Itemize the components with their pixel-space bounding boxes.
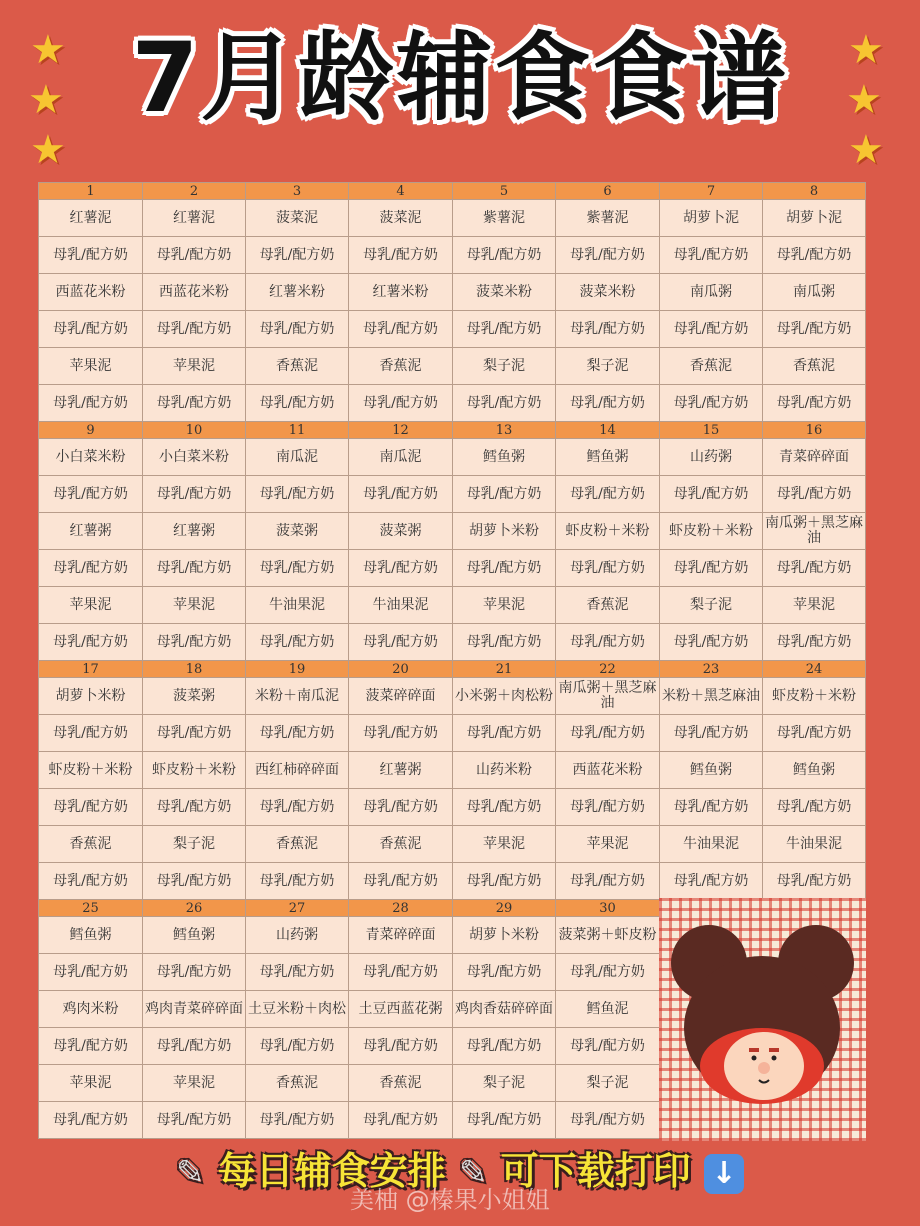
meal-cell: 小白菜米粉	[143, 439, 246, 476]
meal-cell: 牛油果泥	[763, 826, 866, 863]
day-header: 17	[39, 661, 143, 678]
meal-cell: 母乳/配方奶	[660, 789, 763, 826]
meal-cell: 母乳/配方奶	[143, 624, 246, 661]
meal-cell: 鳕鱼粥	[39, 917, 143, 954]
meal-cell: 母乳/配方奶	[349, 624, 453, 661]
star-icon: ★	[846, 77, 882, 123]
meal-cell: 牛油果泥	[246, 587, 349, 624]
meal-cell: 母乳/配方奶	[763, 237, 866, 274]
meal-cell: 小米粥＋肉松粉	[453, 678, 556, 715]
table-row	[39, 587, 866, 624]
day-header: 18	[143, 661, 246, 678]
footer-text-print: 可下载打印	[500, 1149, 691, 1193]
meal-cell: 红薯泥	[39, 200, 143, 237]
day-header: 24	[763, 661, 866, 678]
meal-cell: 母乳/配方奶	[143, 385, 246, 422]
meal-cell: 山药米粉	[453, 752, 556, 789]
meal-cell: 母乳/配方奶	[556, 476, 660, 513]
day-header: 22	[556, 661, 660, 678]
table-row	[39, 624, 866, 661]
meal-cell: 苹果泥	[143, 587, 246, 624]
meal-cell: 母乳/配方奶	[143, 715, 246, 752]
meal-cell: 母乳/配方奶	[246, 863, 349, 900]
meal-cell: 母乳/配方奶	[763, 311, 866, 348]
paperclip-icon: ✎	[176, 1153, 205, 1193]
meal-cell: 母乳/配方奶	[349, 863, 453, 900]
day-header: 4	[349, 183, 453, 200]
meal-cell: 母乳/配方奶	[143, 863, 246, 900]
meal-cell: 米粉＋南瓜泥	[246, 678, 349, 715]
meal-cell: 母乳/配方奶	[453, 476, 556, 513]
meal-cell: 香蕉泥	[349, 826, 453, 863]
meal-cell: 母乳/配方奶	[556, 550, 660, 587]
meal-cell: 苹果泥	[143, 348, 246, 385]
table-row	[39, 385, 866, 422]
meal-cell: 母乳/配方奶	[453, 715, 556, 752]
meal-cell: 母乳/配方奶	[349, 385, 453, 422]
day-header: 11	[246, 422, 349, 439]
meal-cell: 母乳/配方奶	[660, 550, 763, 587]
day-header: 14	[556, 422, 660, 439]
meal-cell: 牛油果泥	[660, 826, 763, 863]
checkered-illustration	[659, 898, 866, 1141]
meal-cell: 母乳/配方奶	[349, 954, 453, 991]
meal-cell: 母乳/配方奶	[453, 237, 556, 274]
meal-cell: 梨子泥	[660, 587, 763, 624]
meal-cell: 母乳/配方奶	[246, 954, 349, 991]
meal-cell: 菠菜粥＋虾皮粉	[556, 917, 660, 954]
meal-cell: 母乳/配方奶	[556, 311, 660, 348]
meal-cell: 紫薯泥	[453, 200, 556, 237]
meal-cell: 菠菜米粉	[556, 274, 660, 311]
table-row	[39, 200, 866, 237]
meal-cell: 鳕鱼粥	[763, 752, 866, 789]
meal-cell: 鸡肉米粉	[39, 991, 143, 1028]
meal-cell: 母乳/配方奶	[660, 863, 763, 900]
meal-cell: 梨子泥	[453, 348, 556, 385]
day-header: 21	[453, 661, 556, 678]
day-header: 1	[39, 183, 143, 200]
meal-cell: 母乳/配方奶	[763, 789, 866, 826]
meal-cell: 梨子泥	[556, 1065, 660, 1102]
meal-cell: 西蓝花米粉	[39, 274, 143, 311]
meal-cell: 苹果泥	[763, 587, 866, 624]
girl-illustration	[659, 898, 866, 1141]
meal-cell: 母乳/配方奶	[453, 550, 556, 587]
meal-cell: 苹果泥	[39, 1065, 143, 1102]
day-header: 12	[349, 422, 453, 439]
meal-cell: 土豆西蓝花粥	[349, 991, 453, 1028]
day-header: 20	[349, 661, 453, 678]
meal-cell: 菠菜粥	[246, 513, 349, 550]
meal-cell: 红薯泥	[143, 200, 246, 237]
meal-cell: 母乳/配方奶	[349, 550, 453, 587]
meal-cell: 母乳/配方奶	[39, 863, 143, 900]
watermark: 美柚 @榛果小姐姐	[350, 1186, 550, 1214]
meal-cell: 苹果泥	[39, 587, 143, 624]
day-header: 3	[246, 183, 349, 200]
meal-cell: 母乳/配方奶	[556, 954, 660, 991]
table-row	[39, 863, 866, 900]
day-header: 10	[143, 422, 246, 439]
day-header: 16	[763, 422, 866, 439]
meal-cell: 母乳/配方奶	[556, 863, 660, 900]
meal-cell: 胡萝卜米粉	[453, 513, 556, 550]
meal-cell: 香蕉泥	[39, 826, 143, 863]
table-row	[39, 274, 866, 311]
meal-cell: 山药粥	[660, 439, 763, 476]
meal-cell: 梨子泥	[143, 826, 246, 863]
meal-cell: 红薯米粉	[349, 274, 453, 311]
meal-cell: 母乳/配方奶	[763, 715, 866, 752]
meal-cell: 苹果泥	[453, 826, 556, 863]
meal-cell: 母乳/配方奶	[660, 476, 763, 513]
meal-cell: 母乳/配方奶	[39, 385, 143, 422]
meal-cell: 西蓝花米粉	[143, 274, 246, 311]
meal-cell: 母乳/配方奶	[143, 237, 246, 274]
meal-cell: 梨子泥	[453, 1065, 556, 1102]
meal-cell: 母乳/配方奶	[39, 954, 143, 991]
meal-cell: 鸡肉香菇碎碎面	[453, 991, 556, 1028]
meal-cell: 母乳/配方奶	[246, 1028, 349, 1065]
meal-cell: 鳕鱼粥	[143, 917, 246, 954]
meal-cell: 母乳/配方奶	[763, 476, 866, 513]
meal-cell: 山药粥	[246, 917, 349, 954]
day-header: 26	[143, 900, 246, 917]
meal-cell: 母乳/配方奶	[246, 624, 349, 661]
meal-cell: 青菜碎碎面	[763, 439, 866, 476]
meal-cell: 虾皮粉＋米粉	[660, 513, 763, 550]
meal-cell: 虾皮粉＋米粉	[763, 678, 866, 715]
meal-cell: 南瓜粥＋黑芝麻油	[556, 678, 660, 715]
meal-cell: 母乳/配方奶	[349, 715, 453, 752]
meal-cell: 母乳/配方奶	[763, 550, 866, 587]
meal-cell: 鳕鱼泥	[556, 991, 660, 1028]
day-header: 9	[39, 422, 143, 439]
meal-cell: 母乳/配方奶	[39, 237, 143, 274]
meal-cell: 母乳/配方奶	[660, 385, 763, 422]
meal-cell: 香蕉泥	[246, 1065, 349, 1102]
meal-cell: 土豆米粉＋肉松	[246, 991, 349, 1028]
meal-cell: 西红柿碎碎面	[246, 752, 349, 789]
meal-cell: 母乳/配方奶	[453, 1102, 556, 1139]
table-row	[39, 311, 866, 348]
meal-cell: 红薯粥	[143, 513, 246, 550]
meal-cell: 牛油果泥	[349, 587, 453, 624]
meal-cell: 母乳/配方奶	[143, 954, 246, 991]
meal-cell: 香蕉泥	[349, 1065, 453, 1102]
meal-cell: 菠菜碎碎面	[349, 678, 453, 715]
day-header: 7	[660, 183, 763, 200]
meal-cell: 母乳/配方奶	[556, 385, 660, 422]
meal-cell: 母乳/配方奶	[246, 715, 349, 752]
meal-cell: 母乳/配方奶	[453, 789, 556, 826]
meal-cell: 紫薯泥	[556, 200, 660, 237]
meal-cell: 母乳/配方奶	[246, 311, 349, 348]
meal-cell: 母乳/配方奶	[246, 476, 349, 513]
meal-cell: 红薯粥	[349, 752, 453, 789]
meal-cell: 母乳/配方奶	[453, 624, 556, 661]
meal-cell: 苹果泥	[143, 1065, 246, 1102]
meal-cell: 母乳/配方奶	[660, 237, 763, 274]
day-header: 15	[660, 422, 763, 439]
meal-cell: 母乳/配方奶	[39, 476, 143, 513]
meal-cell: 苹果泥	[39, 348, 143, 385]
meal-cell: 母乳/配方奶	[556, 1102, 660, 1139]
meal-cell: 苹果泥	[556, 826, 660, 863]
meal-cell: 母乳/配方奶	[143, 476, 246, 513]
table-row	[39, 237, 866, 274]
day-header: 27	[246, 900, 349, 917]
meal-cell: 母乳/配方奶	[246, 1102, 349, 1139]
meal-cell: 母乳/配方奶	[39, 715, 143, 752]
day-header: 6	[556, 183, 660, 200]
meal-cell: 母乳/配方奶	[453, 385, 556, 422]
meal-cell: 香蕉泥	[246, 826, 349, 863]
meal-cell: 菠菜泥	[246, 200, 349, 237]
table-row	[39, 476, 866, 513]
table-row	[39, 678, 866, 715]
paperclip-icon: ✎	[459, 1153, 488, 1193]
meal-cell: 母乳/配方奶	[453, 1028, 556, 1065]
meal-cell: 南瓜泥	[246, 439, 349, 476]
meal-cell: 菠菜泥	[349, 200, 453, 237]
meal-cell: 香蕉泥	[246, 348, 349, 385]
table-row	[39, 550, 866, 587]
meal-cell: 母乳/配方奶	[246, 385, 349, 422]
meal-cell: 菠菜米粉	[453, 274, 556, 311]
meal-cell: 苹果泥	[453, 587, 556, 624]
meal-cell: 菠菜粥	[349, 513, 453, 550]
meal-cell: 母乳/配方奶	[763, 863, 866, 900]
meal-cell: 米粉＋黑芝麻油	[660, 678, 763, 715]
meal-cell: 鳕鱼粥	[660, 752, 763, 789]
table-row	[39, 513, 866, 550]
day-header: 8	[763, 183, 866, 200]
meal-cell: 南瓜粥	[660, 274, 763, 311]
meal-cell: 南瓜粥	[763, 274, 866, 311]
meal-cell: 母乳/配方奶	[556, 624, 660, 661]
table-row	[39, 348, 866, 385]
meal-cell: 母乳/配方奶	[39, 1102, 143, 1139]
day-header: 2	[143, 183, 246, 200]
meal-cell: 母乳/配方奶	[349, 311, 453, 348]
meal-cell: 母乳/配方奶	[349, 237, 453, 274]
meal-cell: 母乳/配方奶	[39, 624, 143, 661]
meal-cell: 南瓜粥＋黑芝麻油	[763, 513, 866, 550]
meal-cell: 母乳/配方奶	[660, 311, 763, 348]
meal-cell: 胡萝卜泥	[763, 200, 866, 237]
meal-cell: 西蓝花米粉	[556, 752, 660, 789]
meal-cell: 母乳/配方奶	[660, 624, 763, 661]
meal-cell: 胡萝卜米粉	[453, 917, 556, 954]
meal-cell: 鳕鱼粥	[556, 439, 660, 476]
meal-cell: 母乳/配方奶	[556, 237, 660, 274]
meal-cell: 母乳/配方奶	[143, 311, 246, 348]
table-row	[39, 715, 866, 752]
meal-cell: 香蕉泥	[556, 587, 660, 624]
day-header: 30	[556, 900, 660, 917]
day-header: 25	[39, 900, 143, 917]
meal-cell: 母乳/配方奶	[143, 1028, 246, 1065]
meal-cell: 母乳/配方奶	[349, 789, 453, 826]
meal-cell: 南瓜泥	[349, 439, 453, 476]
day-header: 5	[453, 183, 556, 200]
meal-cell: 虾皮粉＋米粉	[143, 752, 246, 789]
table-row	[39, 752, 866, 789]
table-row	[39, 826, 866, 863]
meal-cell: 母乳/配方奶	[143, 550, 246, 587]
meal-cell: 胡萝卜泥	[660, 200, 763, 237]
meal-cell: 母乳/配方奶	[39, 1028, 143, 1065]
day-header: 13	[453, 422, 556, 439]
meal-cell: 虾皮粉＋米粉	[39, 752, 143, 789]
star-icon: ★	[30, 27, 66, 73]
meal-cell: 母乳/配方奶	[660, 715, 763, 752]
day-header: 23	[660, 661, 763, 678]
star-icon: ★	[848, 27, 884, 73]
meal-cell: 红薯米粉	[246, 274, 349, 311]
meal-cell: 母乳/配方奶	[763, 624, 866, 661]
table-row	[39, 439, 866, 476]
page-title: 7月龄辅食食谱	[131, 22, 789, 134]
meal-cell: 母乳/配方奶	[556, 789, 660, 826]
meal-cell: 青菜碎碎面	[349, 917, 453, 954]
meal-cell: 母乳/配方奶	[246, 789, 349, 826]
day-header: 29	[453, 900, 556, 917]
meal-cell: 母乳/配方奶	[763, 385, 866, 422]
meal-cell: 虾皮粉＋米粉	[556, 513, 660, 550]
meal-cell: 香蕉泥	[763, 348, 866, 385]
meal-cell: 鳕鱼粥	[453, 439, 556, 476]
meal-cell: 鸡肉青菜碎碎面	[143, 991, 246, 1028]
meal-cell: 母乳/配方奶	[453, 954, 556, 991]
star-icon: ★	[848, 127, 884, 173]
day-header: 19	[246, 661, 349, 678]
meal-cell: 小白菜米粉	[39, 439, 143, 476]
meal-cell: 梨子泥	[556, 348, 660, 385]
meal-cell: 母乳/配方奶	[556, 715, 660, 752]
meal-cell: 红薯粥	[39, 513, 143, 550]
meal-cell: 香蕉泥	[349, 348, 453, 385]
meal-cell: 母乳/配方奶	[246, 237, 349, 274]
meal-cell: 香蕉泥	[660, 348, 763, 385]
download-arrow-icon[interactable]: ↓	[704, 1154, 744, 1194]
meal-cell: 母乳/配方奶	[143, 789, 246, 826]
meal-cell: 母乳/配方奶	[453, 311, 556, 348]
footer-text-schedule: 每日辅食安排	[217, 1149, 446, 1193]
star-icon: ★	[28, 77, 64, 123]
meal-cell: 母乳/配方奶	[143, 1102, 246, 1139]
meal-cell: 母乳/配方奶	[39, 789, 143, 826]
meal-cell: 母乳/配方奶	[349, 1028, 453, 1065]
meal-cell: 母乳/配方奶	[349, 1102, 453, 1139]
table-row	[39, 789, 866, 826]
meal-cell: 胡萝卜米粉	[39, 678, 143, 715]
meal-cell: 菠菜粥	[143, 678, 246, 715]
meal-cell: 母乳/配方奶	[556, 1028, 660, 1065]
meal-cell: 母乳/配方奶	[453, 863, 556, 900]
day-header: 28	[349, 900, 453, 917]
meal-cell: 母乳/配方奶	[39, 311, 143, 348]
meal-cell: 母乳/配方奶	[246, 550, 349, 587]
star-icon: ★	[30, 127, 66, 173]
meal-cell: 母乳/配方奶	[39, 550, 143, 587]
meal-cell: 母乳/配方奶	[349, 476, 453, 513]
